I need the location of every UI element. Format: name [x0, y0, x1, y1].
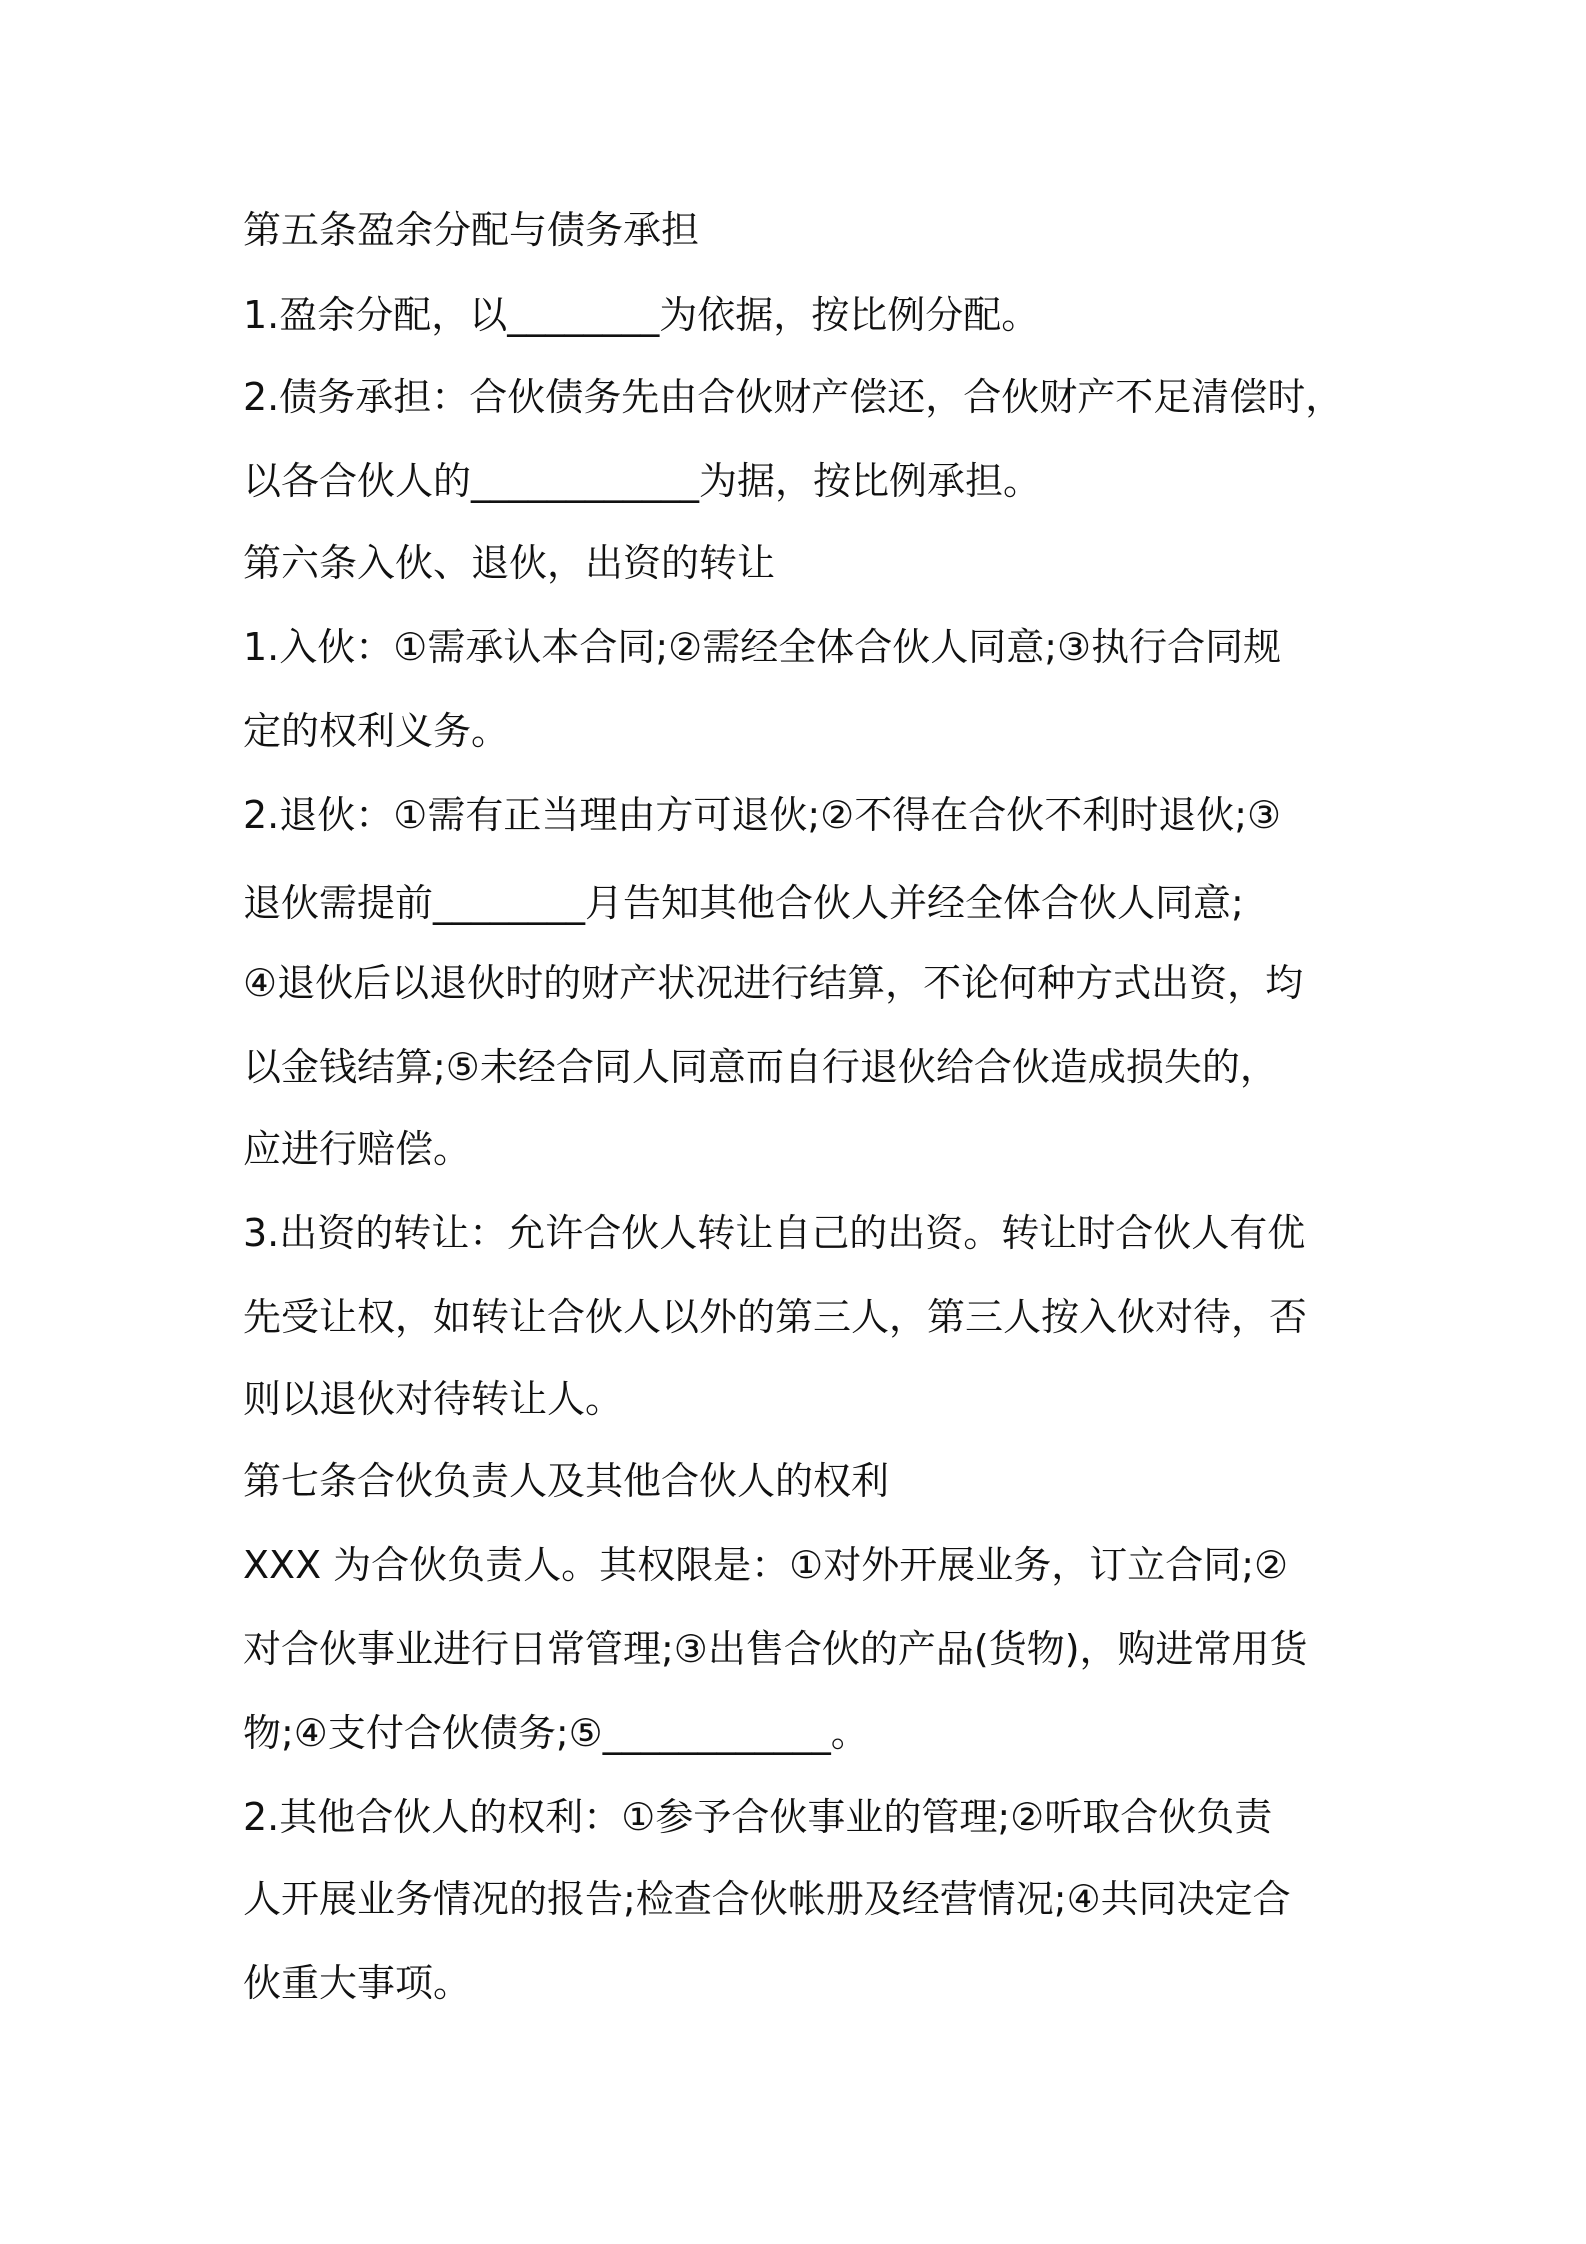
text-line: 人开展业务情况的报告;检查合伙帐册及经营情况;④共同决定合: [243, 1877, 1291, 1921]
section-6-heading: 第六条入伙、退伙，出资的转让: [243, 541, 776, 585]
text-line: 以各合伙人的____________为据，按比例承担。: [243, 459, 1042, 503]
text-line: ④退伙后以退伙时的财产状况进行结算，不论何种方式出资，均: [243, 961, 1304, 1005]
text-line: 则以退伙对待转让人。: [243, 1377, 624, 1421]
text-line: 退伙需提前________月告知其他合伙人并经全体合伙人同意;: [243, 881, 1244, 925]
text-line: 2.其他合伙人的权利：①参予合伙事业的管理;②听取合伙负责: [243, 1795, 1273, 1839]
section-5-heading: 第五条盈余分配与债务承担: [243, 208, 700, 252]
text-line: 以金钱结算;⑤未经合同人同意而自行退伙给合伙造成损失的，: [243, 1045, 1278, 1089]
text-line: 2.债务承担：合伙债务先由合伙财产偿还，合伙财产不足清偿时，: [243, 375, 1344, 419]
section-7-heading: 第七条合伙负责人及其他合伙人的权利: [243, 1459, 890, 1503]
text-line: 3.出资的转让：允许合伙人转让自己的出资。转让时合伙人有优: [243, 1211, 1306, 1255]
text-line: 伙重大事项。: [243, 1961, 472, 2005]
text-line: 应进行赔偿。: [243, 1127, 472, 1171]
text-line: XXX 为合伙负责人。其权限是：①对外开展业务，订立合同;②: [243, 1543, 1289, 1587]
text-line: 对合伙事业进行日常管理;③出售合伙的产品(货物)，购进常用货: [243, 1627, 1308, 1671]
text-line: 2.退伙：①需有正当理由方可退伙;②不得在合伙不利时退伙;③: [243, 793, 1282, 837]
text-line: 物;④支付合伙债务;⑤____________。: [243, 1711, 869, 1755]
text-line: 定的权利义务。: [243, 709, 510, 753]
text-line: 1.入伙：①需承认本合同;②需经全体合伙人同意;③执行合同规: [243, 625, 1282, 669]
text-line: 先受让权，如转让合伙人以外的第三人，第三人按入伙对待，否: [243, 1295, 1308, 1339]
text-line: 1.盈余分配，以________为依据，按比例分配。: [243, 293, 1040, 337]
